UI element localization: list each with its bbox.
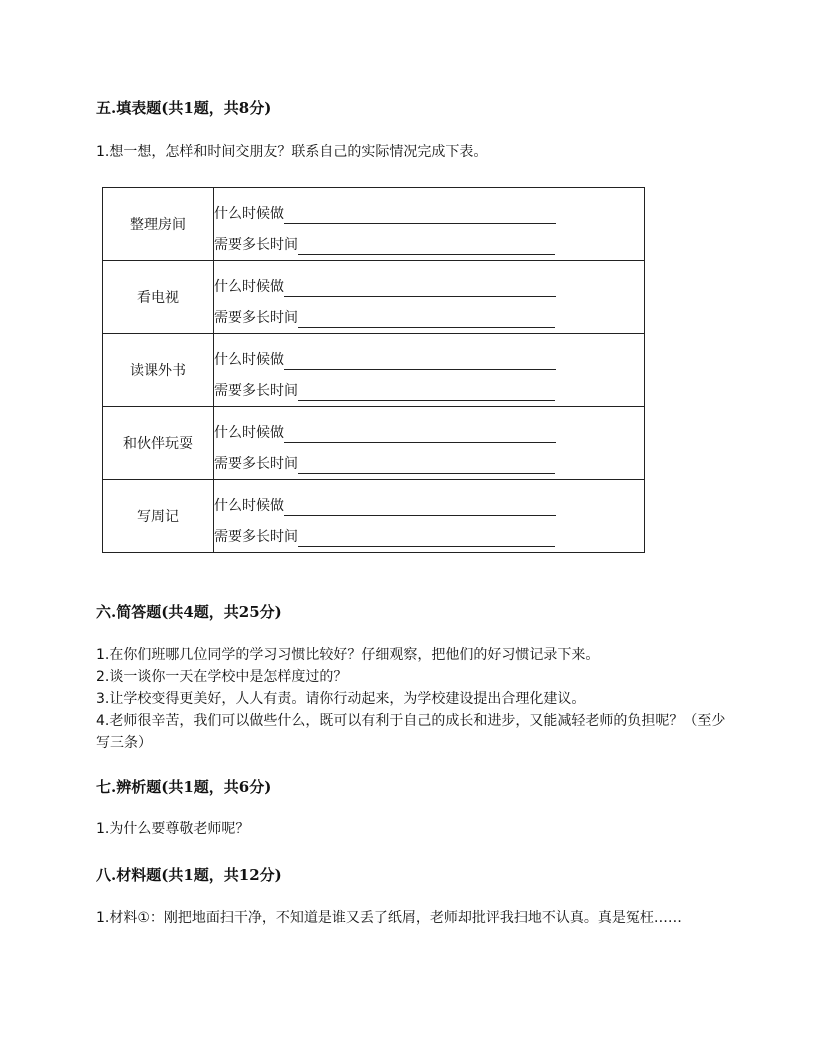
section-6-question-3: 3.让学校变得更美好，人人有责。请你行动起来，为学校建设提出合理化建议。: [96, 691, 586, 707]
answer-cell: [214, 407, 645, 480]
answer-cell: [214, 188, 645, 261]
section-8-question: 1.材料①：刚把地面扫干净，不知道是谁又丢了纸屑，老师却批评我扫地不认真。真是冤枉……: [96, 910, 682, 926]
table-row: [103, 334, 645, 407]
section-6-question-1: 1.在你们班哪几位同学的学习习惯比较好？仔细观察，把他们的好习惯记录下来。: [96, 647, 600, 663]
section-7-title: 七.辨析题(共1题，共6分): [96, 778, 272, 796]
duration-blank[interactable]: [298, 382, 555, 401]
activity-cell: 读课外书: [103, 334, 214, 407]
activity-cell: 看电视: [103, 261, 214, 334]
activity-cell: 写周记: [103, 480, 214, 553]
duration-blank[interactable]: [298, 528, 555, 547]
table-row: [103, 261, 645, 334]
section-7-question: 1.为什么要尊敬老师呢？: [96, 821, 250, 837]
table-row: [103, 480, 645, 553]
when-label: 什么时候做: [214, 279, 284, 295]
duration-blank[interactable]: [298, 236, 555, 255]
answer-cell: [214, 480, 645, 553]
duration-label: 需要多长时间: [214, 310, 298, 326]
duration-label: 需要多长时间: [214, 456, 298, 472]
section-6-question-2: 2.谈一谈你一天在学校中是怎样度过的？: [96, 669, 348, 685]
when-label: 什么时候做: [214, 206, 284, 222]
duration-blank[interactable]: [298, 309, 555, 328]
when-blank[interactable]: [284, 424, 556, 443]
when-blank[interactable]: [284, 278, 556, 297]
when-blank[interactable]: [284, 497, 556, 516]
when-label: 什么时候做: [214, 425, 284, 441]
section-5-question: 1.想一想，怎样和时间交朋友？联系自己的实际情况完成下表。: [96, 144, 488, 160]
activity-cell: 和伙伴玩耍: [103, 407, 214, 480]
duration-label: 需要多长时间: [214, 529, 298, 545]
when-label: 什么时候做: [214, 498, 284, 514]
duration-label: 需要多长时间: [214, 237, 298, 253]
section-5-title: 五.填表题(共1题，共8分): [96, 99, 272, 117]
answer-cell: [214, 261, 645, 334]
when-label: 什么时候做: [214, 352, 284, 368]
activity-cell: 整理房间: [103, 188, 214, 261]
answer-cell: [214, 334, 645, 407]
duration-blank[interactable]: [298, 455, 555, 474]
duration-label: 需要多长时间: [214, 383, 298, 399]
when-blank[interactable]: [284, 205, 556, 224]
section-6-title: 六.简答题(共4题，共25分): [96, 603, 282, 621]
table-row: [103, 188, 645, 261]
when-blank[interactable]: [284, 351, 556, 370]
section-8-title: 八.材料题(共1题，共12分): [96, 866, 282, 884]
section-6-question-4: 4.老师很辛苦，我们可以做些什么，既可以有利于自己的成长和进步，又能减轻老师的负担呢？（至少写三条）: [96, 713, 726, 751]
time-table: [102, 187, 645, 553]
table-row: [103, 407, 645, 480]
